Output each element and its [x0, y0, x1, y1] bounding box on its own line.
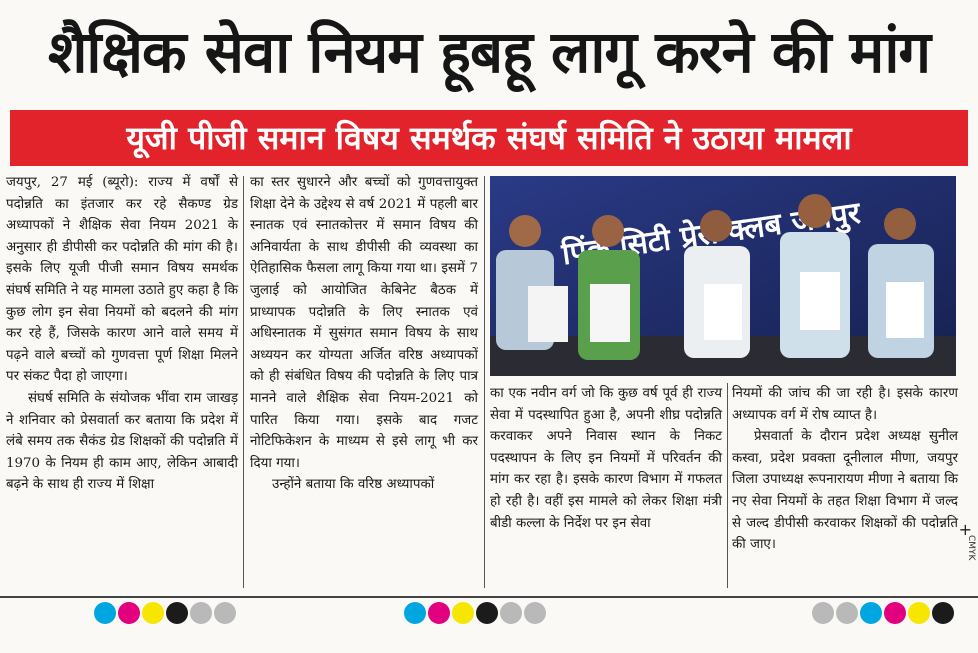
press-conference-photo: [490, 176, 956, 376]
cyan-dot: [94, 602, 116, 624]
registration-mark: +: [958, 520, 972, 539]
color-registration-dots-left: [94, 602, 236, 624]
color-registration-dots-right: [812, 602, 954, 624]
paragraph: प्रेसवार्ता के दौरान प्रदेश अध्यक्ष सुनील कस्वा, प्रदेश प्रवक्ता दूनीलाल मीणा, जयपुर जिला उपाध्यक्ष रूपनारायण मीणा ने बताया कि नए सेवा नियमों के तहत शिक्षा विभाग में जल्द से जल्द डीपीसी करवाकर शिक्षकों की पदोन्नति की जाए।: [732, 429, 958, 553]
article-column-1: [6, 172, 238, 496]
article-column-4: [732, 383, 958, 556]
yellow-dot: [452, 602, 474, 624]
subheadline-bar: [10, 110, 968, 166]
article-column-2: [250, 172, 478, 496]
cyan-dot: [860, 602, 882, 624]
yellow-dot: [142, 602, 164, 624]
gray-dot: [812, 602, 834, 624]
paragraph: उन्होंने बताया कि वरिष्ठ अध्यापकों: [272, 477, 435, 493]
gray-dot: [500, 602, 522, 624]
page-bottom-rule: [0, 596, 978, 598]
article-column-3: [490, 383, 722, 534]
magenta-dot: [118, 602, 140, 624]
gray-dot: [836, 602, 858, 624]
gray-dot: [214, 602, 236, 624]
paragraph: संघर्ष समिति के संयोजक भींवा राम जाखड़ ने शनिवार को प्रेसवार्ता कर बताया कि प्रदेश में लंबे समय तक सैकंड ग्रेड शिक्षकों की पदोन्नति में 1970 के नियम ही काम आए, लेकिन आबादी बढ़ने के साथ ही राज्य में शिक्षा: [6, 390, 238, 493]
paragraph: का स्तर सुधारने और बच्चों को गुणवत्तायुक्त शिक्षा देने के उद्देश्य से वर्ष 2021 में पहली बार स्नातक एवं स्नातकोत्तर में समान विषय की अनिवार्यता के साथ डीपीसी की व्यवस्था का ऐतिहासिक फैसला लागू किया गया था। इसमें 7 जुलाई को आयोजित केबिनेट बैठक में प्राध्यापक पदोन्नति के लिए स्नातक एवं अधिस्नातक में सुसंगत समान विषय के साथ अध्ययन कर योग्यता अर्जित वरिष्ठ अध्यापकों को ही संबंधित विषय की पदोन्नति के लिए पात्र मानने वाले शैक्षिक सेवा नियम-2021 को पारित किया गया। इसके बाद गजट नोटिफिकेशन के माध्यम से इसे लागू भी कर दिया गया।: [250, 175, 478, 471]
color-registration-dots-center: [404, 602, 546, 624]
cmyk-label: CMYK: [966, 535, 976, 561]
headline: शैक्षिक सेवा नियम हूबहू लागू करने की मांग: [47, 18, 931, 86]
column-divider: [484, 176, 485, 588]
paragraph: नियमों की जांच की जा रही है। इसके कारण अध्यापक वर्ग में रोष व्याप्त है।: [732, 386, 958, 423]
cyan-dot: [404, 602, 426, 624]
photo-illustration: [490, 176, 956, 376]
subheadline: यूजी पीजी समान विषय समर्थक संघर्ष समिति ने उठाया मामला: [126, 119, 852, 157]
column-divider: [243, 176, 244, 588]
black-dot: [932, 602, 954, 624]
gray-dot: [190, 602, 212, 624]
gray-dot: [524, 602, 546, 624]
magenta-dot: [428, 602, 450, 624]
black-dot: [476, 602, 498, 624]
magenta-dot: [884, 602, 906, 624]
banner-text: सिटी प्रेस क्लब: [617, 206, 784, 265]
yellow-dot: [908, 602, 930, 624]
paragraph: जयपुर, 27 मई (ब्यूरो): राज्य में वर्षों से पदोन्नति का इंतजार कर रहे सैकण्ड ग्रेड अध्यापकों ने शैक्षिक सेवा नियम 2021 के अनुसार ही डीपीसी कर पदोन्नति की मांग की है। इसके लिए यूजी पीजी समान विषय समर्थक संघर्ष समिति ने यह मामला उठाते हुए कहा है कि कुछ लोग इन सेवा नियमों को बदलने की मांग कर रहे हैं, जिसके कारण आने वाले समय में पढ़ने वाले बच्चों को गुणवत्ता पूर्ण शिक्षा मिलने पर संकट पैदा हो जाएगा।: [6, 175, 238, 385]
paragraph: का एक नवीन वर्ग जो कि कुछ वर्ष पूर्व ही राज्य सेवा में पदस्थापित हुआ है, अपनी शीघ्र पदोन्नति करवाकर अपने निवास स्थान के निकट पदस्थापन के लिए इन नियमों में परिवर्तन की मांग कर रहा है। इसके कारण विभाग में गफलत हो रही है। वहीं इस मामले को लेकर शिक्षा मंत्री बीडी कल्ला के निर्देश पर इन सेवा: [490, 386, 722, 531]
black-dot: [166, 602, 188, 624]
column-divider: [727, 383, 728, 588]
